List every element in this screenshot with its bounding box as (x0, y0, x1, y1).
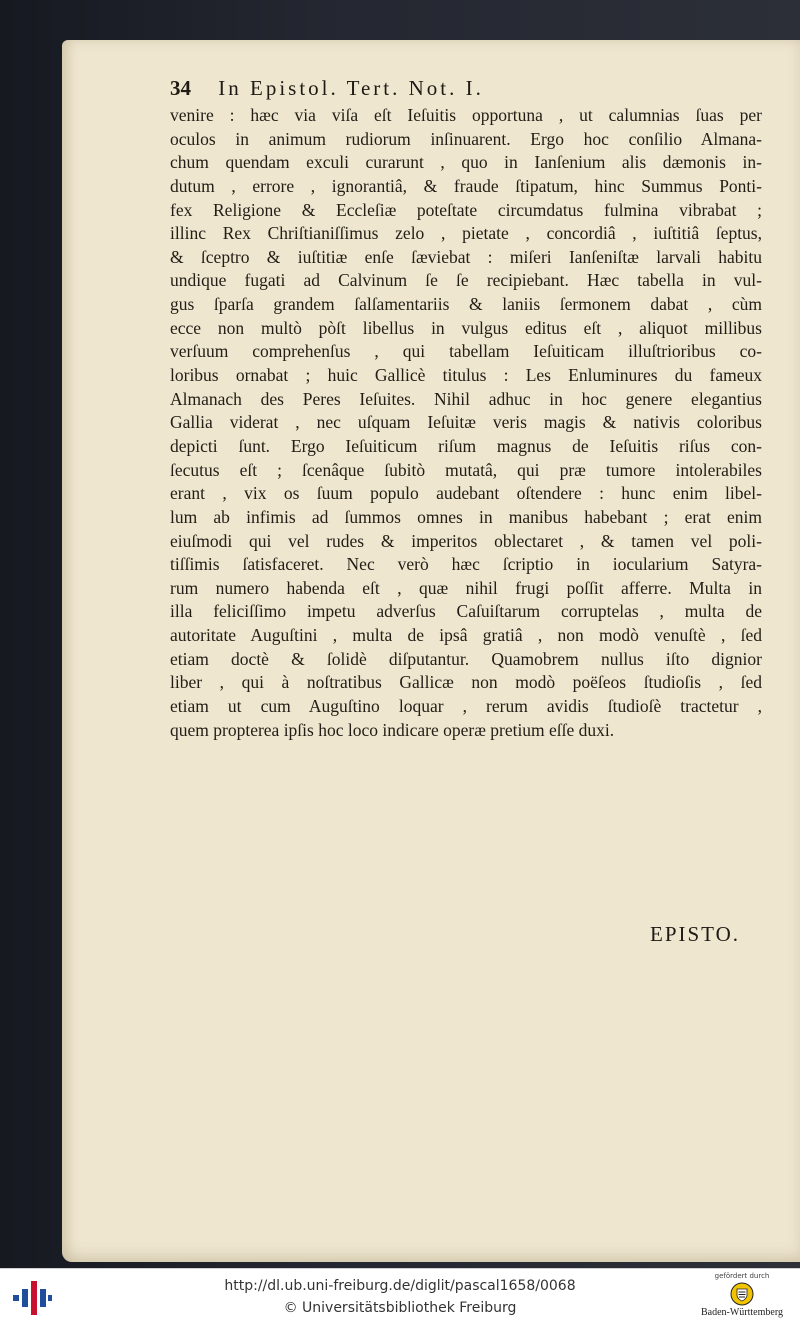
text-line: ſecutus eſt ; ſcenâque ſubitò mutatâ, qui præ tumore intolerabiles (170, 459, 762, 480)
text-line: undique fugati ad Calvinum ſe ſe recipiebant. Hæc tabella in vul- (170, 270, 762, 291)
funder-name: Baden-Württemberg (700, 1307, 783, 1318)
funder-badge[interactable] (692, 1272, 792, 1318)
text-line: ecce non multò pòſt libellus in vulgus editus eſt , aliquot millibus (170, 317, 762, 338)
text-line: gus ſparſa grandem ſalſamentariis & laniis ſermonem dabat , cùm (170, 294, 762, 315)
text-line: autoritate Auguſtini , multa de ipsâ gratiâ , non modò venuſtè , ſed (170, 625, 762, 646)
text-line: erant , vix os ſuum populo audebant oſtendere : hunc enim libel- (170, 483, 762, 504)
catchword: EPISTO. (650, 922, 741, 946)
text-line: chum quendam exculi curarunt , quo in Ianſenium alis dæmonis in- (170, 152, 762, 173)
permalink-url[interactable]: http://dl.ub.uni-freiburg.de/diglit/pascal1658/0068 (224, 1278, 576, 1294)
running-head (170, 76, 650, 101)
text-line: rum numero habenda eſt , quæ nihil frugi poſſit afferre. Multa in (170, 577, 762, 598)
viewer-footer (0, 1268, 800, 1324)
text-line: depicti ſunt. Ergo Ieſuiticum riſum magnus de Ieſuitis riſus con- (170, 435, 762, 456)
text-line: Gallia viderat , nec uſquam Ieſuitæ veris magis & nativis coloribus (170, 412, 762, 433)
text-line: venire : hæc via viſa eſt Ieſuitis opportuna , ut calumnias ſuas per (170, 105, 762, 125)
text-line: lum ab infimis ad ſummos omnes in manibus habebant ; erat enim (170, 506, 762, 527)
baden-wuerttemberg-seal-icon (730, 1282, 754, 1306)
latin-text-block (170, 104, 762, 742)
text-line: oculos in animum rudiorum inſinuarent. Ergo hoc conſilio Almana- (170, 128, 762, 149)
text-line: illinc Rex Chriſtianiſſimus zelo , pietate , concordiâ , iuſtitiâ ſeptus, (170, 223, 762, 244)
running-title: In Epistol. Tert. Not. I. (218, 76, 484, 100)
text-line: etiam ut cum Auguſtino loquar , rerum avidis ſtudioſè tractetur , (170, 696, 762, 717)
text-line: tiſſimis ſatisfaceret. Nec verò hæc ſcriptio in iocularium Satyra- (170, 554, 762, 575)
text-line: fex Religione & Eccleſiæ poteſtate circumdatus fulmina vibrabat ; (170, 199, 762, 220)
text-line: illa feliciſſimo impetu adverſus Caſuiſtarum corruptelas , multa de (170, 601, 762, 622)
text-line: verſuum comprehenſus , qui tabellam Ieſuiticam illuſtrioribus co- (170, 341, 762, 362)
text-line: dutum , errore , ignorantiâ, & fraude ſtipatum, hinc Summus Ponti- (170, 175, 762, 196)
text-line: liber , qui à noſtratibus Gallicæ non modò poëſeos ſtudioſis , ſed (170, 672, 762, 693)
text-line: & ſceptro & iuſtitiæ enſe ſæviebat : miſeri Ianſeniſtæ larvali habitu (170, 246, 762, 267)
text-line: Almanach des Peres Ieſuites. Nihil adhuc in hoc genere elegantius (170, 388, 762, 409)
funder-label: gefördert durch (714, 1272, 770, 1280)
page-number: 34 (170, 76, 191, 100)
text-line: etiam doctè & ſolidè diſputantur. Quamobrem nullus iſto dignior (170, 648, 762, 669)
text-line: loribus ornabat ; huic Gallicè titulus : Les Enluminures du fameux (170, 365, 762, 386)
text-line: eiuſmodi qui vel rudes & imperitos oblectaret , & tamen vel poli- (170, 530, 762, 551)
text-line: quem propterea ipſis hoc loco indicare operæ pretium eſſe duxi. (170, 719, 615, 740)
copyright-notice: © Universitätsbibliothek Freiburg (283, 1300, 517, 1316)
